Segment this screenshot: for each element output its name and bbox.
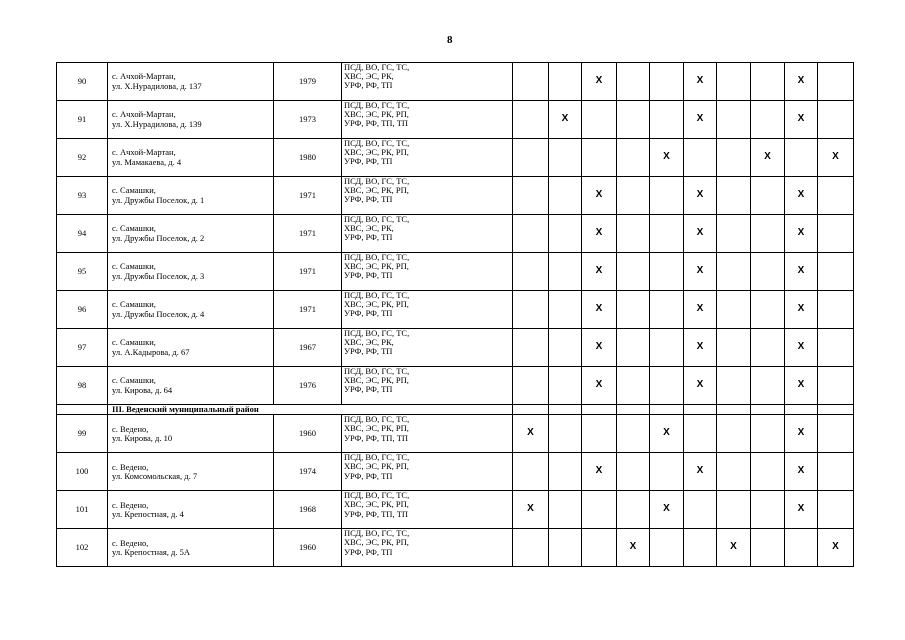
address-line: с. Ачхой-Мартан, [112, 71, 176, 82]
mark-cell: X [582, 63, 617, 101]
address-line: ул. Х.Нурадилова, д. 137 [112, 80, 202, 91]
mark-cell [650, 253, 684, 291]
mark-cell [684, 415, 717, 453]
work-codes-line: УРФ, РФ, ТП [344, 308, 393, 319]
address-cell [108, 177, 274, 215]
work-codes-line: УРФ, РФ, ТП [344, 470, 393, 481]
work-codes-line: ХВС, ЭС, РК, РП, [344, 147, 409, 158]
table-row [57, 139, 854, 177]
mark-cell [617, 367, 650, 405]
mark-cell [549, 491, 582, 529]
mark-cell [818, 367, 854, 405]
mark-cell: X [650, 139, 684, 177]
mark-cell [617, 177, 650, 215]
mark-cell: X [617, 529, 650, 567]
mark-cell: X [684, 215, 717, 253]
address-cell [108, 215, 274, 253]
section-title: III. Веденский муниципальный район [108, 405, 513, 415]
mark-cell [751, 101, 785, 139]
section-empty-cell [582, 405, 617, 415]
address-line: с. Ведено, [112, 423, 149, 434]
row-number: 95 [57, 253, 108, 291]
mark-cell: X [684, 63, 717, 101]
mark-cell [549, 367, 582, 405]
mark-cell: X [717, 529, 751, 567]
table-row [57, 215, 854, 253]
address-line: с. Самашки, [112, 223, 156, 234]
mark-cell [650, 101, 684, 139]
mark-cell: X [785, 291, 818, 329]
address-line: ул. Дружбы Поселок, д. 3 [112, 270, 205, 281]
mark-cell [751, 177, 785, 215]
section-empty-cell [513, 405, 549, 415]
mark-cell [617, 453, 650, 491]
address-cell [108, 491, 274, 529]
year-cell: 1973 [274, 101, 342, 139]
work-codes-line: ПСД, ВО, ГС, ТС, [344, 138, 410, 148]
year-cell: 1971 [274, 291, 342, 329]
row-number: 96 [57, 291, 108, 329]
work-codes-cell [342, 529, 513, 567]
mark-cell [684, 529, 717, 567]
address-line: ул. А.Кадырова, д. 67 [112, 346, 190, 357]
work-codes-line: ПСД, ВО, ГС, ТС, [344, 452, 410, 463]
mark-cell: X [785, 453, 818, 491]
mark-cell [650, 215, 684, 253]
mark-cell [818, 253, 854, 291]
work-codes-cell [342, 215, 513, 253]
work-codes-cell [342, 415, 513, 453]
mark-cell [717, 329, 751, 367]
mark-cell [513, 215, 549, 253]
mark-cell [617, 491, 650, 529]
mark-cell [818, 491, 854, 529]
mark-cell: X [785, 329, 818, 367]
section-empty-cell [818, 405, 854, 415]
mark-cell: X [785, 63, 818, 101]
mark-cell [785, 529, 818, 567]
address-cell [108, 529, 274, 567]
mark-cell: X [785, 367, 818, 405]
address-line: с. Ачхой-Мартан, [112, 147, 176, 158]
work-codes-line: ПСД, ВО, ГС, ТС, [344, 414, 410, 425]
mark-cell [717, 101, 751, 139]
year-cell: 1960 [274, 415, 342, 453]
work-codes-cell [342, 291, 513, 329]
work-codes-line: УРФ, РФ, ТП, ТП [344, 118, 409, 129]
row-number: 99 [57, 415, 108, 453]
work-codes-line: УРФ, РФ, ТП, ТП [344, 432, 409, 443]
work-codes-line: ХВС, ЭС, РК, РП, [344, 423, 409, 434]
section-empty-cell [684, 405, 717, 415]
mark-cell [582, 101, 617, 139]
mark-cell [549, 453, 582, 491]
buildings-table [56, 62, 854, 567]
year-cell: 1971 [274, 177, 342, 215]
work-codes-cell [342, 177, 513, 215]
mark-cell: X [684, 101, 717, 139]
mark-cell [785, 139, 818, 177]
mark-cell [650, 291, 684, 329]
work-codes-line: ПСД, ВО, ГС, ТС, [344, 328, 410, 338]
work-codes-cell [342, 63, 513, 101]
work-codes-cell [342, 367, 513, 405]
year-cell: 1960 [274, 529, 342, 567]
mark-cell [650, 63, 684, 101]
row-number: 91 [57, 101, 108, 139]
mark-cell [617, 63, 650, 101]
mark-cell [617, 139, 650, 177]
mark-cell [650, 529, 684, 567]
work-codes-line: ПСД, ВО, ГС, ТС, [344, 214, 410, 224]
work-codes-line: ХВС, ЭС, РК, РП, [344, 461, 409, 472]
mark-cell: X [582, 177, 617, 215]
mark-cell [549, 253, 582, 291]
mark-cell [818, 453, 854, 491]
mark-cell [549, 329, 582, 367]
table-row [57, 367, 854, 405]
work-codes-line: ХВС, ЭС, РК, [344, 223, 394, 234]
row-number: 102 [57, 529, 108, 567]
work-codes-line: ХВС, ЭС, РК, [344, 337, 394, 348]
mark-cell [751, 253, 785, 291]
mark-cell [513, 453, 549, 491]
row-number: 94 [57, 215, 108, 253]
mark-cell [751, 529, 785, 567]
address-line: ул. Мамакаева, д. 4 [112, 156, 182, 167]
work-codes-line: ХВС, ЭС, РК, РП, [344, 499, 409, 510]
mark-cell [751, 215, 785, 253]
mark-cell: X [684, 367, 717, 405]
work-codes-line: ПСД, ВО, ГС, ТС, [344, 290, 410, 300]
mark-cell [818, 215, 854, 253]
table-row [57, 529, 854, 567]
mark-cell [717, 215, 751, 253]
address-line: с. Ведено, [112, 499, 149, 510]
work-codes-line: ХВС, ЭС, РК, РП, [344, 299, 409, 310]
mark-cell: X [650, 415, 684, 453]
mark-cell [617, 101, 650, 139]
mark-cell: X [582, 367, 617, 405]
work-codes-line: ПСД, ВО, ГС, ТС, [344, 252, 410, 262]
address-cell [108, 101, 274, 139]
mark-cell: X [582, 215, 617, 253]
address-line: ул. Дружбы Поселок, д. 2 [112, 232, 205, 243]
mark-cell [549, 63, 582, 101]
work-codes-line: УРФ, РФ, ТП [344, 270, 393, 281]
address-cell [108, 63, 274, 101]
year-cell: 1968 [274, 491, 342, 529]
address-line: с. Ведено, [112, 537, 149, 548]
mark-cell: X [684, 291, 717, 329]
mark-cell [513, 329, 549, 367]
table-row [57, 453, 854, 491]
mark-cell [751, 63, 785, 101]
work-codes-line: УРФ, РФ, ТП [344, 80, 393, 91]
work-codes-cell [342, 453, 513, 491]
mark-cell: X [684, 253, 717, 291]
mark-cell [549, 215, 582, 253]
mark-cell [818, 101, 854, 139]
year-cell: 1976 [274, 367, 342, 405]
section-empty-cell [751, 405, 785, 415]
address-line: с. Самашки, [112, 375, 156, 386]
row-number: 100 [57, 453, 108, 491]
row-number: 90 [57, 63, 108, 101]
mark-cell [650, 367, 684, 405]
address-line: ул. Крепостная, д. 5А [112, 546, 191, 557]
work-codes-line: ПСД, ВО, ГС, ТС, [344, 528, 410, 539]
mark-cell [717, 291, 751, 329]
mark-cell [717, 177, 751, 215]
table-row [57, 253, 854, 291]
row-number: 101 [57, 491, 108, 529]
mark-cell [617, 415, 650, 453]
work-codes-line: ПСД, ВО, ГС, ТС, [344, 490, 410, 501]
work-codes-line: ХВС, ЭС, РК, РП, [344, 261, 409, 272]
work-codes-line: ХВС, ЭС, РК, РП, [344, 375, 409, 386]
mark-cell [751, 453, 785, 491]
section-empty-cell [549, 405, 582, 415]
mark-cell [684, 139, 717, 177]
year-cell: 1979 [274, 63, 342, 101]
row-number: 92 [57, 139, 108, 177]
year-cell: 1980 [274, 139, 342, 177]
table-row [57, 291, 854, 329]
mark-cell [751, 415, 785, 453]
year-cell: 1974 [274, 453, 342, 491]
mark-cell [818, 291, 854, 329]
section-empty-cell [650, 405, 684, 415]
mark-cell [549, 415, 582, 453]
mark-cell [717, 491, 751, 529]
mark-cell: X [818, 139, 854, 177]
table-row [57, 177, 854, 215]
mark-cell [818, 329, 854, 367]
mark-cell [617, 253, 650, 291]
table-row [57, 63, 854, 101]
mark-cell: X [684, 177, 717, 215]
mark-cell: X [582, 253, 617, 291]
mark-cell [717, 63, 751, 101]
address-cell [108, 291, 274, 329]
mark-cell [818, 177, 854, 215]
mark-cell [717, 453, 751, 491]
address-cell [108, 329, 274, 367]
mark-cell [717, 253, 751, 291]
year-cell: 1971 [274, 253, 342, 291]
mark-cell [751, 291, 785, 329]
address-line: с. Самашки, [112, 299, 156, 310]
address-cell [108, 139, 274, 177]
address-line: ул. Комсомольская, д. 7 [112, 470, 198, 481]
work-codes-line: УРФ, РФ, ТП [344, 156, 393, 167]
work-codes-line: ПСД, ВО, ГС, ТС, [344, 100, 410, 110]
work-codes-line: УРФ, РФ, ТП [344, 384, 393, 395]
mark-cell [513, 139, 549, 177]
mark-cell [513, 101, 549, 139]
address-line: ул. Кирова, д. 64 [112, 384, 173, 395]
mark-cell [684, 491, 717, 529]
mark-cell: X [684, 329, 717, 367]
work-codes-line: ХВС, ЭС, РК, [344, 71, 394, 82]
address-line: ул. Крепостная, д. 4 [112, 508, 184, 519]
work-codes-line: УРФ, РФ, ТП [344, 194, 393, 205]
address-cell [108, 453, 274, 491]
mark-cell: X [785, 491, 818, 529]
mark-cell [582, 139, 617, 177]
address-line: с. Ведено, [112, 461, 149, 472]
address-line: ул. Дружбы Поселок, д. 4 [112, 308, 205, 319]
work-codes-line: ХВС, ЭС, РК, РП, [344, 185, 409, 196]
work-codes-line: УРФ, РФ, ТП [344, 232, 393, 243]
mark-cell [751, 491, 785, 529]
mark-cell [582, 415, 617, 453]
address-line: с. Самашки, [112, 261, 156, 272]
mark-cell [549, 139, 582, 177]
mark-cell [549, 529, 582, 567]
mark-cell [617, 291, 650, 329]
address-cell [108, 415, 274, 453]
mark-cell: X [785, 215, 818, 253]
mark-cell [650, 177, 684, 215]
mark-cell [650, 329, 684, 367]
work-codes-cell [342, 491, 513, 529]
mark-cell [513, 291, 549, 329]
row-number: 98 [57, 367, 108, 405]
mark-cell [818, 415, 854, 453]
table-row [57, 101, 854, 139]
mark-cell [513, 63, 549, 101]
table-row [57, 415, 854, 453]
work-codes-cell [342, 329, 513, 367]
work-codes-line: УРФ, РФ, ТП [344, 546, 393, 557]
mark-cell [513, 177, 549, 215]
mark-cell: X [549, 101, 582, 139]
address-line: с. Ачхой-Мартан, [112, 109, 176, 120]
mark-cell: X [785, 253, 818, 291]
mark-cell [513, 367, 549, 405]
section-empty-cell [57, 405, 108, 415]
work-codes-cell [342, 139, 513, 177]
mark-cell: X [513, 491, 549, 529]
mark-cell [549, 291, 582, 329]
work-codes-line: ХВС, ЭС, РК, РП, [344, 109, 409, 120]
mark-cell [617, 215, 650, 253]
work-codes-cell [342, 253, 513, 291]
mark-cell [650, 453, 684, 491]
work-codes-line: ХВС, ЭС, РК, РП, [344, 537, 409, 548]
work-codes-line: УРФ, РФ, ТП [344, 346, 393, 357]
table-row [57, 491, 854, 529]
mark-cell [617, 329, 650, 367]
work-codes-line: ПСД, ВО, ГС, ТС, [344, 62, 410, 72]
mark-cell [751, 329, 785, 367]
address-cell [108, 367, 274, 405]
mark-cell: X [650, 491, 684, 529]
mark-cell: X [582, 291, 617, 329]
mark-cell [717, 139, 751, 177]
address-line: ул. Дружбы Поселок, д. 1 [112, 194, 205, 205]
mark-cell [751, 367, 785, 405]
mark-cell: X [582, 453, 617, 491]
row-number: 97 [57, 329, 108, 367]
section-empty-cell [717, 405, 751, 415]
mark-cell [717, 415, 751, 453]
mark-cell [513, 253, 549, 291]
year-cell: 1967 [274, 329, 342, 367]
work-codes-cell [342, 101, 513, 139]
mark-cell: X [785, 101, 818, 139]
mark-cell: X [684, 453, 717, 491]
mark-cell: X [751, 139, 785, 177]
mark-cell [717, 367, 751, 405]
page-number: 8 [447, 34, 453, 46]
mark-cell: X [785, 415, 818, 453]
work-codes-line: УРФ, РФ, ТП, ТП [344, 508, 409, 519]
year-cell: 1971 [274, 215, 342, 253]
mark-cell: X [513, 415, 549, 453]
mark-cell [513, 529, 549, 567]
table-row [57, 329, 854, 367]
section-empty-cell [785, 405, 818, 415]
section-empty-cell [617, 405, 650, 415]
address-line: с. Самашки, [112, 185, 156, 196]
address-line: с. Самашки, [112, 337, 156, 348]
work-codes-line: ПСД, ВО, ГС, ТС, [344, 176, 410, 186]
mark-cell: X [818, 529, 854, 567]
address-line: ул. Кирова, д. 10 [112, 432, 173, 443]
mark-cell [549, 177, 582, 215]
mark-cell: X [582, 329, 617, 367]
section-row [57, 405, 854, 415]
row-number: 93 [57, 177, 108, 215]
address-cell [108, 253, 274, 291]
work-codes-line: ПСД, ВО, ГС, ТС, [344, 366, 410, 376]
mark-cell [818, 63, 854, 101]
mark-cell [582, 529, 617, 567]
mark-cell [582, 491, 617, 529]
address-line: ул. Х.Нурадилова, д. 139 [112, 118, 202, 129]
table-body [57, 63, 854, 567]
mark-cell: X [785, 177, 818, 215]
